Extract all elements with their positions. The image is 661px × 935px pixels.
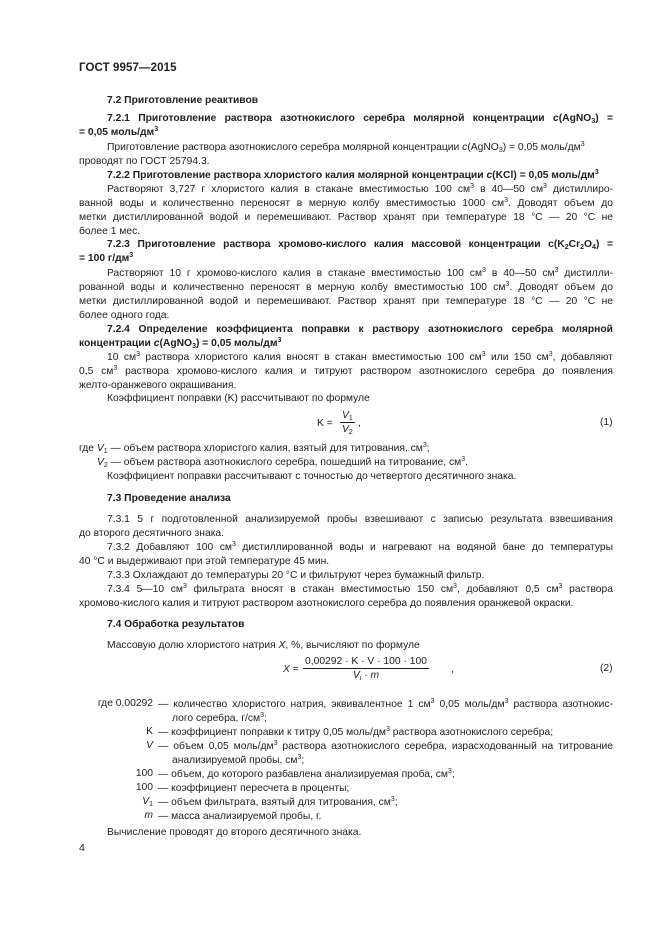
section-7-2-1-title-cont: = 0,05 моль/$дм^3$ xyxy=(79,126,159,138)
legend-desc-100-percent: — коэффициент пересчета в проценты; xyxy=(158,783,350,794)
section-7-3-2-line-2: 40 °C и выдерживают при этой температуре 45 мин. xyxy=(79,556,330,567)
formula-2-fraction xyxy=(303,656,429,681)
formula-2-numerator: 0,00292 · K · V · 100 · 100 xyxy=(305,656,427,667)
legend-desc-v-cont: анализируемой пробы, $см^3$; xyxy=(172,754,305,766)
formula-1-lhs: K = xyxy=(317,418,333,429)
section-7-2-1-title: 7.2.1 Приготовление раствора азотнокислого серебра молярной концентрации c(AgNO$_3$) = xyxy=(107,113,613,125)
section-7-4-title: 7.4 Обработка результатов xyxy=(107,619,245,630)
legend-desc-v: — объем 0,05 моль/$дм^3$ раствора азотнокислого серебра, израсходованный на титрование xyxy=(158,740,613,752)
formula-1-fraction xyxy=(340,410,355,435)
section-7-3-4-line-1: 7.3.4 5—10 $см^3$ фильтрата вносят в стакан вместимостью 150 $см^3$, добавляют 0,5 $см^3$ раствора xyxy=(107,583,613,595)
section-7-2-4-line-1: 10 $см^3$ раствора хлористого калия вносят в стакан вместимостью 100 $см^3$ или 150 $см^3$, добавляют xyxy=(107,351,613,363)
section-7-4-final: Вычисление проводят до второго десятичного знака. xyxy=(107,827,362,838)
section-7-2-4-line-4: Коэффициент поправки (K) рассчитывают по формуле xyxy=(107,393,370,404)
section-7-2-4-title: 7.2.4 Определение коэффициента поправки к раствору азотнокислого серебра молярной xyxy=(107,324,613,335)
section-7-2-2-line-2: ванной воды и количественно переносят в мерную колбу вместимостью 1000 $см^3$. Доводят объем до xyxy=(79,197,613,209)
legend-term-v: V xyxy=(146,740,153,751)
page-number: 4 xyxy=(79,842,85,854)
legend-desc-coefficient: — количество хлористого натрия, эквивалентное 1 $см^3$ 0,05 моль/$дм^3$ раствора азотнокис- xyxy=(158,698,614,710)
legend-term-100-dilution: 100 xyxy=(135,768,153,779)
section-7-2-4-line-5: Коэффициент поправки рассчитывают с точностью до четвертого десятичного знака. xyxy=(107,471,517,482)
legend-desc-m: — масса анализируемой пробы, г. xyxy=(158,811,322,822)
section-7-3-1-line-2: до второго десятичного знака. xyxy=(79,528,225,539)
section-7-2-1-text: Приготовление раствора азотнокислого серебра молярной концентрации c(AgNO$_3$) = 0,05 моль/$дм^3$ xyxy=(107,141,585,154)
section-7-2-2-line-4: более 1 мес. xyxy=(79,226,141,237)
formula-2-lhs: X = xyxy=(283,664,299,675)
section-7-2-3-title: 7.2.3 Приготовление раствора хромово-кислого калия массовой концентрации $c(K_2Cr_2O_4)$ = xyxy=(107,239,614,251)
formula-1-denominator: $V_2$ xyxy=(342,424,353,436)
section-7-2-3-line-1: Растворяют 10 г хромово-кислого калия в стакане вместимостью 100 $см^3$ в 40—50 $см^3$ дистилли- xyxy=(107,267,614,279)
legend-term-100-percent: 100 xyxy=(135,782,153,793)
section-7-4-intro: Массовую долю хлористого натрия X, %, вычисляют по формуле xyxy=(107,640,420,651)
section-7-3-4-line-2: хромово-кислого калия и титруют раствором азотнокислого серебра до появления оранжевой окраски. xyxy=(79,598,574,609)
section-7-2-4-line-3: желто-оранжевого окрашивания. xyxy=(79,380,237,391)
section-7-3-title: 7.3 Проведение анализа xyxy=(107,493,231,504)
legend-term-m: m xyxy=(144,810,153,821)
formula-2-tail: , xyxy=(451,664,454,675)
section-7-2-4-title-cont: концентрации c(AgNO$_3$) = 0,05 моль/$дм^3$ xyxy=(79,337,282,350)
formula-2-number: (2) xyxy=(600,663,613,674)
section-7-3-3-text: 7.3.3 Охлаждают до температуры 20 °C и фильтруют через бумажный фильтр. xyxy=(107,570,485,581)
section-7-2-4-line-2: 0,5 $см^3$ раствора хромово-кислого калия и титруют раствором азотнокислого серебра до появления xyxy=(79,365,613,377)
legend-desc-k: — коэффициент поправки к титру 0,05 моль/$дм^3$ раствора азотнокислого серебра; xyxy=(158,726,554,738)
formula-1-number: (1) xyxy=(600,417,613,428)
legend-term-v1: $V_1$ xyxy=(142,796,153,808)
formula-1-legend-v1: где $V_1$ — объем раствора хлористого калия, взятый для титрования, $см^3$; xyxy=(79,442,430,455)
section-7-2-title: 7.2 Приготовление реактивов xyxy=(107,95,259,106)
section-7-2-3-line-2: рованной воды и количественно переносят в мерную колбу вместимостью 100 $см^3$. Доводят объем до xyxy=(79,281,613,293)
legend-desc-100-dilution: — объем, до которого разбавлена анализируемая проба, $см^3$; xyxy=(158,768,455,780)
legend-term-coefficient: где 0,00292 xyxy=(97,698,153,709)
section-7-2-2-line-3: метки дистиллированной водой и перемешивают. Раствор хранят при температуре 18 °C — 20 °C не xyxy=(79,212,613,223)
formula-2-denominator: $V_i \cdot m$ xyxy=(352,670,380,682)
section-7-2-2-title: 7.2.2 Приготовление раствора хлористого калия молярной концентрации c(KCl) = 0,05 моль/$дм^3$ xyxy=(107,169,599,181)
section-7-2-3-title-cont: = 100 $г/дм^3$ xyxy=(79,252,134,264)
formula-1-legend-v2: $V_2$ — объем раствора азотнокислого серебра, пошедший на титрование, $см^3$. xyxy=(97,456,468,469)
legend-desc-v1: — объем фильтрата, взятый для титрования, $см^3$; xyxy=(158,796,398,808)
standard-header: ГОСТ 9957—2015 xyxy=(79,62,177,74)
formula-1-numerator: $V_1$ xyxy=(342,410,353,422)
section-7-2-3-line-3: метки дистиллированной водой и перемешивают. Раствор хранят при температуре 18 °C — 20 °C не xyxy=(79,296,613,307)
section-7-2-3-line-4: более одного года. xyxy=(79,310,170,321)
section-7-2-2-line-1: Растворяют 3,727 г хлористого калия в стакане вместимостью 100 $см^3$ в 40—50 $см^3$ дистиллиро- xyxy=(107,183,614,195)
formula-1-tail: , xyxy=(358,418,361,429)
section-7-3-2-line-1: 7.3.2 Добавляют 100 $см^3$ дистиллированной воды и нагревают на водяной бане до температуры xyxy=(107,541,613,553)
section-7-2-1-text-cont: проводят по ГОСТ 25794.3. xyxy=(79,156,210,167)
legend-term-k: K xyxy=(146,726,153,737)
section-7-3-1-line-1: 7.3.1 5 г подготовленной анализируемой пробы взвешивают с записью результата взвешивания xyxy=(107,514,613,525)
legend-desc-coefficient-cont: лого серебра, $г/см^3$; xyxy=(172,712,267,724)
